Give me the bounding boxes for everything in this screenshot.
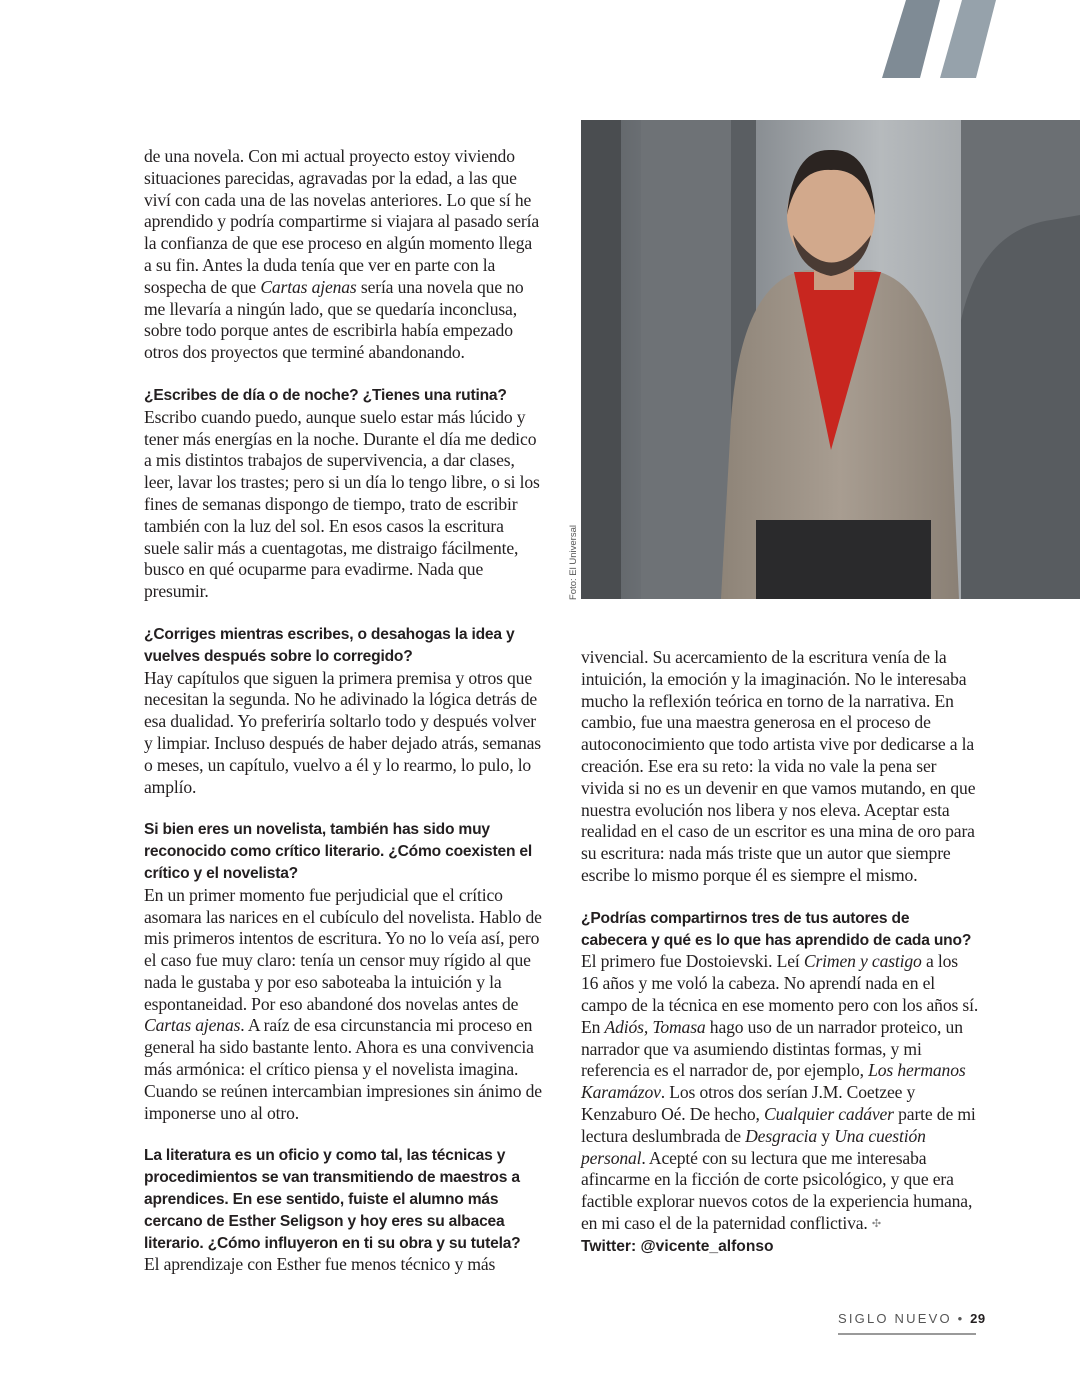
book-title: Cartas ajenas xyxy=(144,1015,241,1036)
intro-paragraph xyxy=(144,146,542,364)
question-authors: ¿Podrías compartirnos tres de tus autores de cabecera y qué es lo que has aprendido de cada uno? xyxy=(581,909,972,949)
book-title: Una cuestión personal xyxy=(581,1125,926,1168)
question-routine: ¿Escribes de día o de noche? ¿Tienes una rutina? xyxy=(144,386,507,404)
footer-label xyxy=(838,1311,986,1326)
page-footer xyxy=(838,1311,986,1335)
book-title: Cualquier cadáver xyxy=(764,1103,894,1124)
answer-authors-text: . Los otros dos serían J.M. Coetzee y Kenzaburo Oé. De hecho, xyxy=(581,1082,916,1124)
answer-authors-text: parte de mi lectura deslumbrada de xyxy=(581,1103,976,1146)
answer-authors-text: a los 16 años y me voló la cabeza. No aprendí nada en el campo de la técnica en ese momento pero con los años sí. En xyxy=(581,951,979,1037)
page-number: 29 xyxy=(970,1311,986,1326)
photo-credit: Foto: El Universal xyxy=(568,525,579,600)
answer-critic-text-end: . A raíz de esa circunstancia mi proceso en general ha sido bastante lento. Ahora es una convivencia más armónica: el crítico piensa y el novelista imagina. Cuando se reúnen intercambian impresiones sin ánimo de imponerse uno al otro. xyxy=(144,1015,542,1123)
author-photo xyxy=(581,120,1080,599)
answer-authors-text: El primero fue Dostoievski. Leí xyxy=(581,951,804,972)
answer-routine: Escribo cuando puedo, aunque suelo estar más lúcido y tener más energías en la noche. Durante el día me dedico a mis distintos trabajos de supervivencia, a dar clases, leer, lavar los trastes; pero si un día lo tengo libre, o si los fines de semanas dispongo de tiempo, trato de escribir también con la luz del sol. En esos casos la escritura suele salir más a cuentagotas, me distraigo fácilmente, busco en qué ocuparme para evadirme. Nada que presumir. xyxy=(144,406,540,602)
book-title: Los hermanos Karamázov xyxy=(581,1060,966,1103)
answer-mentor-continued: vivencial. Su acercamiento de la escritura venía de la intuición, la emoción y la imaginación. No le interesaba mucho la reflexión teórica en torno de la narrativa. En cambio, fue una maestra generosa en el proceso de autoconocimiento que todo artista vive por dedicarse a la creación. Ese era su reto: la vida no vale la pena ser vivida si no es un devenir en que vamos mutando, en que nuestra evolución nos libera y nos eleva. Aceptar esta realidad en el caso de un escritor es una mina de oro para su escritura: nada más triste que un autor que siempre escribe lo mismo porque él es siempre el mismo. xyxy=(581,647,976,885)
book-title: Adiós, Tomasa xyxy=(604,1016,706,1037)
answer-mentor: El aprendizaje con Esther fue menos técnico y más xyxy=(144,1254,496,1275)
left-column xyxy=(144,146,542,1276)
answer-authors-text: . Acepté con su lectura que me interesaba afincarme en la ficción de corte psicológico, y que era factible explorar nuevos cotos de la experiencia humana, en mi caso el de la paternidad conflictiva. xyxy=(581,1147,973,1233)
author-portrait-image xyxy=(581,120,1080,599)
right-column xyxy=(581,647,979,1258)
answer-correcting: Hay capítulos que siguen la primera premisa y otros que necesitan la segunda. No he adivinado la lógica detrás de esa dualidad. Yo preferiría soltarlo todo y después volver y limpiar. Incluso después de haber dejado atrás, semanas o meses, un capítulo, vuelvo a él y lo rearmo, lo pulo, lo amplío. xyxy=(144,667,541,797)
question-critic: Si bien eres un novelista, también has sido muy reconocido como crítico literario. ¿Cómo coexisten el crítico y el novelista? xyxy=(144,821,533,882)
answer-critic xyxy=(144,885,542,1125)
answer-critic-text: En un primer momento fue perjudicial que el crítico asomara las narices en el cubículo del novelista. Hablo de mis primeros intentos de escritura. Yo no lo veía así, pero el caso fue muy claro: tenía un censor muy rígido al que nada le gustaba y por eso saboteaba la intuición y la espontaneidad. Por eso abandoné dos novelas antes de xyxy=(144,884,542,1014)
intro-text-end: sería una novela que no me llevaría a ningún lado, que se quedaría inconclusa, sobre todo porque antes de escribirla había empezado otros dos proyectos que terminé abandonando. xyxy=(144,276,524,363)
twitter-handle: Twitter: @vicente_alfonso xyxy=(581,1237,774,1255)
book-title: Cartas ajenas xyxy=(260,276,357,297)
magazine-name: SIGLO NUEVO xyxy=(838,1311,952,1326)
end-mark-icon: ✣ xyxy=(871,1217,881,1230)
answer-authors xyxy=(581,951,979,1235)
answer-authors-text: hago uso de un narrador proteico, un narrador que va asumiendo distintas formas, y mi referencia es el narrador de, por ejemplo, xyxy=(581,1016,963,1081)
question-correcting: ¿Corriges mientras escribes, o desahogas la idea y vuelves después sobre lo corregido? xyxy=(144,625,515,665)
footer-separator: • xyxy=(957,1311,965,1326)
quotation-mark-icon xyxy=(880,0,1005,80)
book-title: Desgracia xyxy=(745,1125,818,1146)
answer-authors-text: y xyxy=(817,1125,835,1146)
intro-text: de una novela. Con mi actual proyecto estoy viviendo situaciones parecidas, agravadas por la edad, a las que viví con cada una de las novelas anteriores. Lo que sí he aprendido y podría compartirme si viajara al pasado sería la confianza de que ese proceso en algún momento llega a su fin. Antes la duda tenía que ver en parte con la sospecha de que xyxy=(144,146,539,297)
footer-rule xyxy=(838,1333,976,1335)
book-title: Crimen y castigo xyxy=(803,951,922,972)
question-mentor: La literatura es un oficio y como tal, las técnicas y procedimientos se van transmitiendo de maestros a aprendices. En ese sentido, fuiste el alumno más cercano de Esther Seligson y hoy eres su albacea literario. ¿Cómo influyeron en ti su obra y su tutela? xyxy=(144,1147,521,1252)
